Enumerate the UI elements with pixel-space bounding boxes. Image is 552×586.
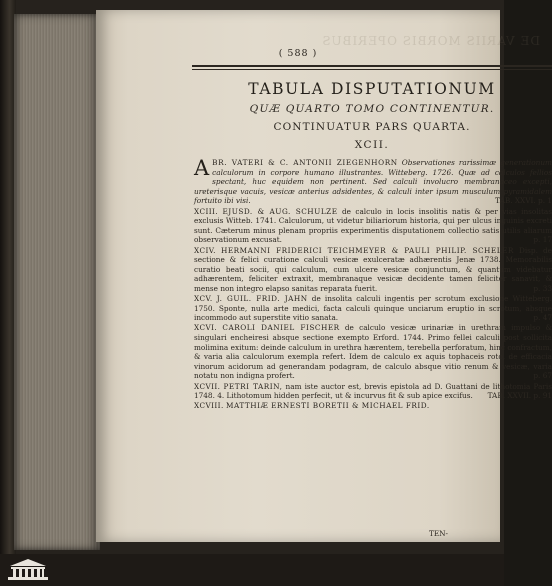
entry-text: de calculo vesicæ urinariæ in urethram impulso & singulari encheiresi absque sectione exempto Erford. 1744. Primo fellei calculi post sollicita molimina exitum: deinde calculum in urethra hærentem, terebella perforatum, hinc confractum, & varia alia calculorum exempla refert. Idem de calculo ex aquis tophaceis roto, de efficacia vinorum acidorum ad generandam podagram, de calculo absque vitio renum & vesicæ, varia notatu non indigna profert. [194,323,552,381]
entry-number: XCIII. [194,206,219,216]
bleed-through-text: DE VARIIS MORBIS OPERIBUS [321,34,540,48]
entry-heading: PETRI TARIN, [223,381,283,391]
catchword: TEN- [428,529,448,538]
entry [194,207,552,245]
entry-reference: TAB. XXVII. p. 91 [487,391,552,401]
entry-heading: CAROLI DANIEL FISCHER [222,323,340,333]
entry-number: XCVII. [194,381,221,391]
entry [194,158,552,206]
entry [194,382,552,401]
entry-heading: J. GUIL. FRID. JAHN [216,294,308,304]
entry-reference: p. 33 [533,283,552,293]
entries-list [194,158,552,412]
page-subtitle: QUÆ QUARTO TOMO CONTINENTUR. [249,103,495,115]
entry-number: XCVIII. [194,401,224,411]
entry-reference: p. 17 [533,235,552,245]
continuation-heading: CONTINUATUR PARS QUARTA. [273,121,471,133]
viewer-footer [0,554,504,586]
entry-text: nam iste auctor est, brevis epistola ad D. Guattani de lithotomia Paris 1748. 4. Lithotomum hidden perfecit, ut & incurvus fit & sub apice excifus. [194,381,552,401]
drop-cap: A [194,156,210,180]
entry-reference: p. 67 [533,371,552,381]
entry [194,294,552,323]
entry-reference: p. 47 [533,313,552,323]
entry [194,323,552,381]
page-title: TABULA DISPUTATIONUM [248,80,496,98]
entry-text: de insolita calculi ingentis per scrotum exclusione Witteberg. 1750. Sponte, nulla arte medici, facta calculi quinque unciarum eruptio in scrotum, absque incommodo aut superstite vitio sanata. [194,294,552,323]
entry-number: XCV. [194,294,213,304]
header-rule-thick [192,65,552,67]
entry [194,246,552,294]
entry-text: Disp. de sectione & felici curatione calculi vesicæ exulceratæ adhærentis Jenæ 1738. Memorabilis curatio beati socii, qui calculum, cum ulcere vesicæ conjunctum, & quantum videbatur adhærentem, feliciter extraxit, membranaque vesicæ decidente tamen feliciter sanavit, & mense non integro elapso sanitas reparata fuerit. [194,245,552,293]
page-number: ( 588 ) [278,48,318,59]
entry-heading: BR. VATERI & C. ANTONII ZIEGENHORN [212,158,398,167]
library-logo-icon [6,557,50,583]
entry-text: Observationes rarissimæ generationum calculorum in corpore humano illustrantes. Witteberg. 1726. Quæ ad calculos fellios spectant, huc equidem non pertinent. Sed calculi involucro membranaceo excepti, ureterisque vacuis, vesicæ anterius adsidentes, & calculi inter ipsum musculum pyramidalem fortuito ibi visi. [194,158,552,206]
entry-heading: HERMANNI FRIDERICI TEICHMEYER & PAULI PHILIP. SCHELER [220,245,514,255]
entry-heading: MATTHIÆ ERNESTI BORETII & MICHAEL FRID. [226,401,430,411]
section-number: XCII. [354,139,390,151]
entry-number: XCVI. [194,323,218,333]
entry-text: de calculo in locis insolitis natis & per vias insolitas exclusis Witteb. 1741. Calculorum, ut videtur biliariorum historia, qui per ulcus inguinis excreti sunt. Cæterum minus plenam propriis experimentis disputationem collectio satis utilis aliarum observationum excusat. [194,206,552,245]
page-edges [14,14,100,550]
header-rule-thin [192,69,552,70]
entry-reference: TAB. XXVI. p. 1 [495,196,552,206]
book-page [96,10,552,542]
entry-number: XCIV. [194,245,216,255]
entry-heading: EJUSD. & AUG. SCHULZE [222,206,338,216]
entry [194,401,552,411]
